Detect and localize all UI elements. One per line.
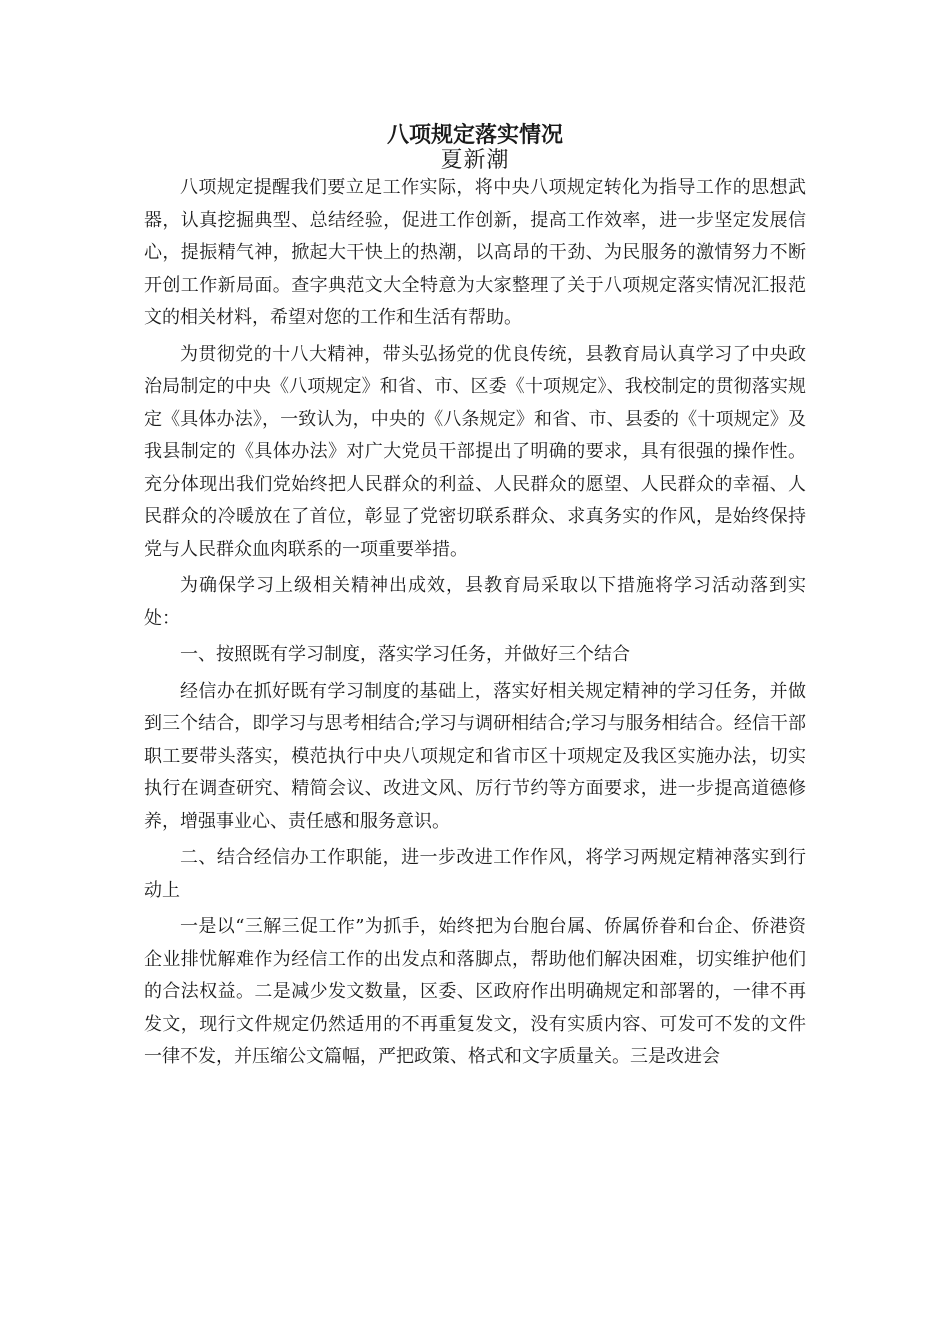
paragraph-intro: 八项规定提醒我们要立足工作实际，将中央八项规定转化为指导工作的思想武器，认真挖掘典型、总结经验，促进工作创新，提高工作效率，进一步坚定发展信心，提振精气神，掀起大干快上的热潮，以高昂的干劲、为民服务的激情努力不断开创工作新局面。查字典范文大全特意为大家整理了关于八项规定落实情况汇报范文的相关材料，希望对您的工作和生活有帮助。 (144, 177, 806, 328)
paragraph-measures-intro: 为确保学习上级相关精神出成效，县教育局采取以下措施将学习活动落到实处： (144, 575, 806, 629)
document-body (144, 172, 806, 1078)
paragraph-section-1: 经信办在抓好既有学习制度的基础上，落实好相关规定精神的学习任务，并做到三个结合，即学习与思考相结合;学习与调研相结合;学习与服务相结合。经信干部职工要带头落实，模范执行中央八项规定和省市区十项规定及我区实施办法，切实执行在调查研究、精简会议、改进文风、厉行节约等方面要求，进一步提高道德修养，增强事业心、责任感和服务意识。 (144, 680, 806, 832)
section-heading-2: 二、结合经信办工作职能，进一步改进工作作风，将学习两规定精神落实到行动上 (144, 847, 806, 901)
document-author: 夏新潮 (440, 148, 510, 173)
paragraph-section-2: 一是以“三解三促工作”为抓手，始终把为台胞台属、侨属侨眷和台企、侨港资企业排忧解难作为经信工作的出发点和落脚点，帮助他们解决困难，切实维护他们的合法权益。二是减少发文数量，区委、区政府作出明确规定和部署的，一律不再发文，现行文件规定仍然适用的不再重复发文，没有实质内容、可发可不发的文件一律不发，并压缩公文篇幅，严把政策、格式和文字质量关。三是改进会 (144, 916, 806, 1067)
paragraph-background: 为贯彻党的十八大精神，带头弘扬党的优良传统，县教育局认真学习了中央政治局制定的中央《八项规定》和省、市、区委《十项规定》、我校制定的贯彻落实规定《具体办法》，一致认为，中央的《八条规定》和省、市、县委的《十项规定》及我县制定的《具体办法》对广大党员干部提出了明确的要求，具有很强的操作性。充分体现出我们党始终把人民群众的利益、人民群众的愿望、人民群众的幸福、人民群众的冷暖放在了首位，彰显了党密切联系群众、求真务实的作风，是始终保持党与人民群众血肉联系的一项重要举措。 (144, 343, 806, 560)
document-title: 八项规定落实情况 (386, 122, 563, 148)
section-heading-1: 一、按照既有学习制度，落实学习任务，并做好三个结合 (180, 644, 630, 665)
